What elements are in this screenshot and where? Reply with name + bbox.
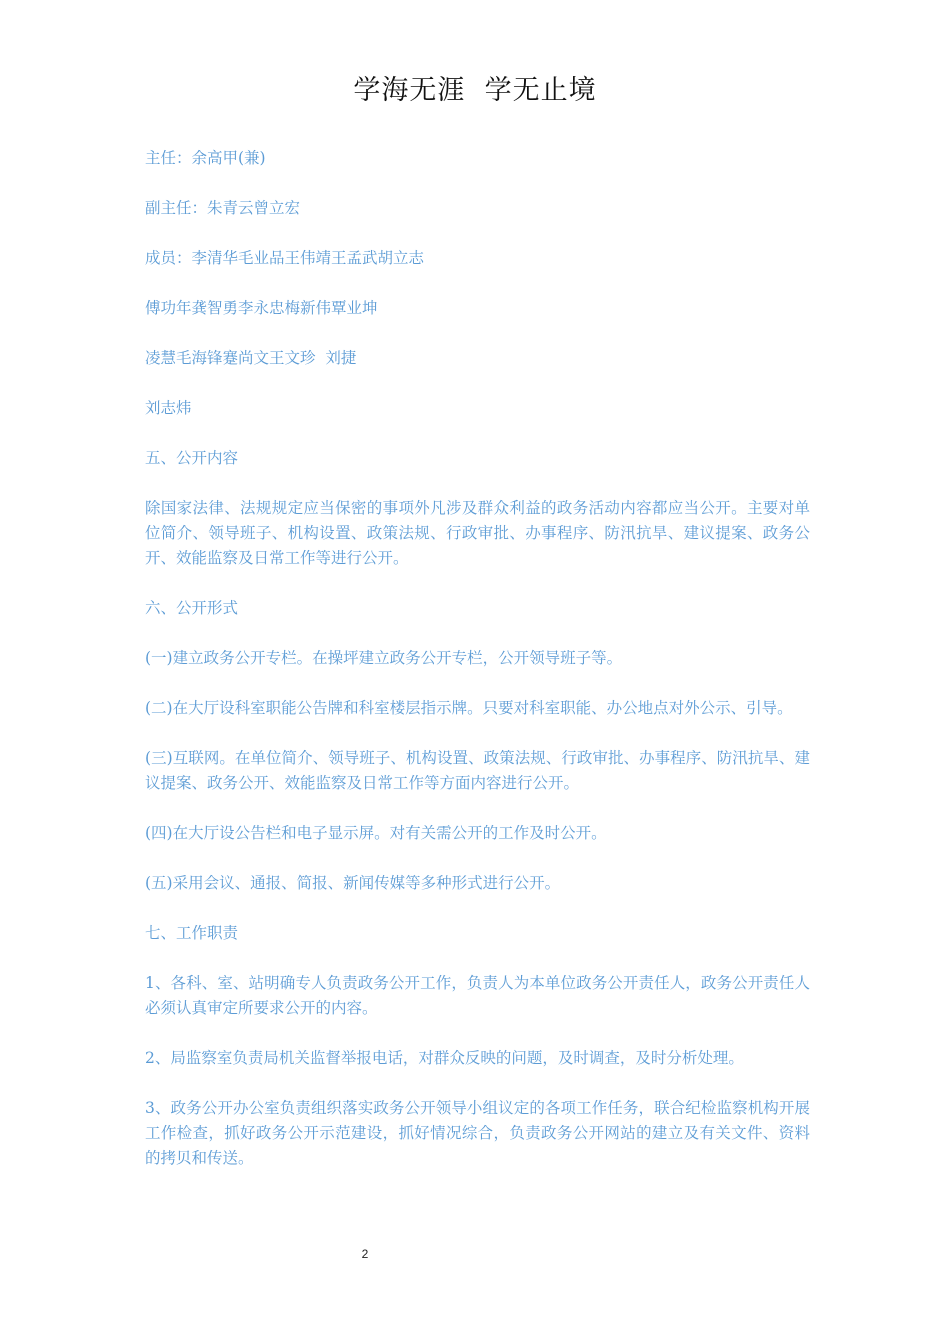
- paragraph-members-cont-1: 傅功年龚智勇李永忠梅新伟覃业坤: [145, 299, 378, 317]
- paragraph-form-1: (一)建立政务公开专栏。在操坪建立政务公开专栏，公开领导班子等。: [145, 649, 623, 667]
- paragraph-deputy-director: 副主任：朱青云曾立宏: [145, 199, 301, 217]
- paragraph-responsibility-2: 2、局监察室负责局机关监督举报电话，对群众反映的问题，及时调查，及时分析处理。: [145, 1049, 744, 1067]
- section-heading-disclosure-content: 五、公开内容: [145, 449, 239, 467]
- page-header-title: 学海无涯 学无止境: [353, 75, 597, 106]
- paragraph-disclosure-content: 除国家法律、法规规定应当保密的事项外凡涉及群众利益的政务活动内容都应当公开。主要对单位简介、领导班子、机构设置、政策法规、行政审批、办事程序、防汛抗旱、建议提案、政务公开、效能监察及日常工作等进行公开。: [145, 499, 810, 567]
- paragraph-form-2: (二)在大厅设科室职能公告牌和科室楼层指示牌。只要对科室职能、办公地点对外公示、引导。: [145, 699, 793, 717]
- page-number: 2: [361, 1247, 369, 1261]
- document-body: [145, 146, 810, 1196]
- section-heading-responsibilities: 七、工作职责: [145, 924, 239, 942]
- paragraph-form-5: (五)采用会议、通报、简报、新闻传媒等多种形式进行公开。: [145, 874, 561, 892]
- paragraph-members: 成员：李清华毛业品王伟靖王孟武胡立志: [145, 249, 425, 267]
- paragraph-responsibility-3: 3、政务公开办公室负责组织落实政务公开领导小组议定的各项工作任务，联合纪检监察机构开展工作检查，抓好政务公开示范建设，抓好情况综合，负责政务公开网站的建立及有关文件、资料的拷贝和传送。: [145, 1099, 810, 1167]
- paragraph-members-cont-2: 凌慧毛海锋蹇尚文王文珍 刘捷: [145, 349, 357, 367]
- paragraph-form-3: (三)互联网。在单位简介、领导班子、机构设置、政策法规、行政审批、办事程序、防汛抗旱、建议提案、政务公开、效能监察及日常工作等方面内容进行公开。: [145, 749, 810, 792]
- paragraph-form-4: (四)在大厅设公告栏和电子显示屏。对有关需公开的工作及时公开。: [145, 824, 607, 842]
- paragraph-members-cont-3: 刘志炜: [145, 399, 192, 417]
- section-heading-disclosure-form: 六、公开形式: [145, 599, 239, 617]
- paragraph-director: 主任：余高甲(兼): [145, 149, 266, 167]
- paragraph-responsibility-1: 1、各科、室、站明确专人负责政务公开工作，负责人为本单位政务公开责任人，政务公开责任人必须认真审定所要求公开的内容。: [145, 974, 810, 1017]
